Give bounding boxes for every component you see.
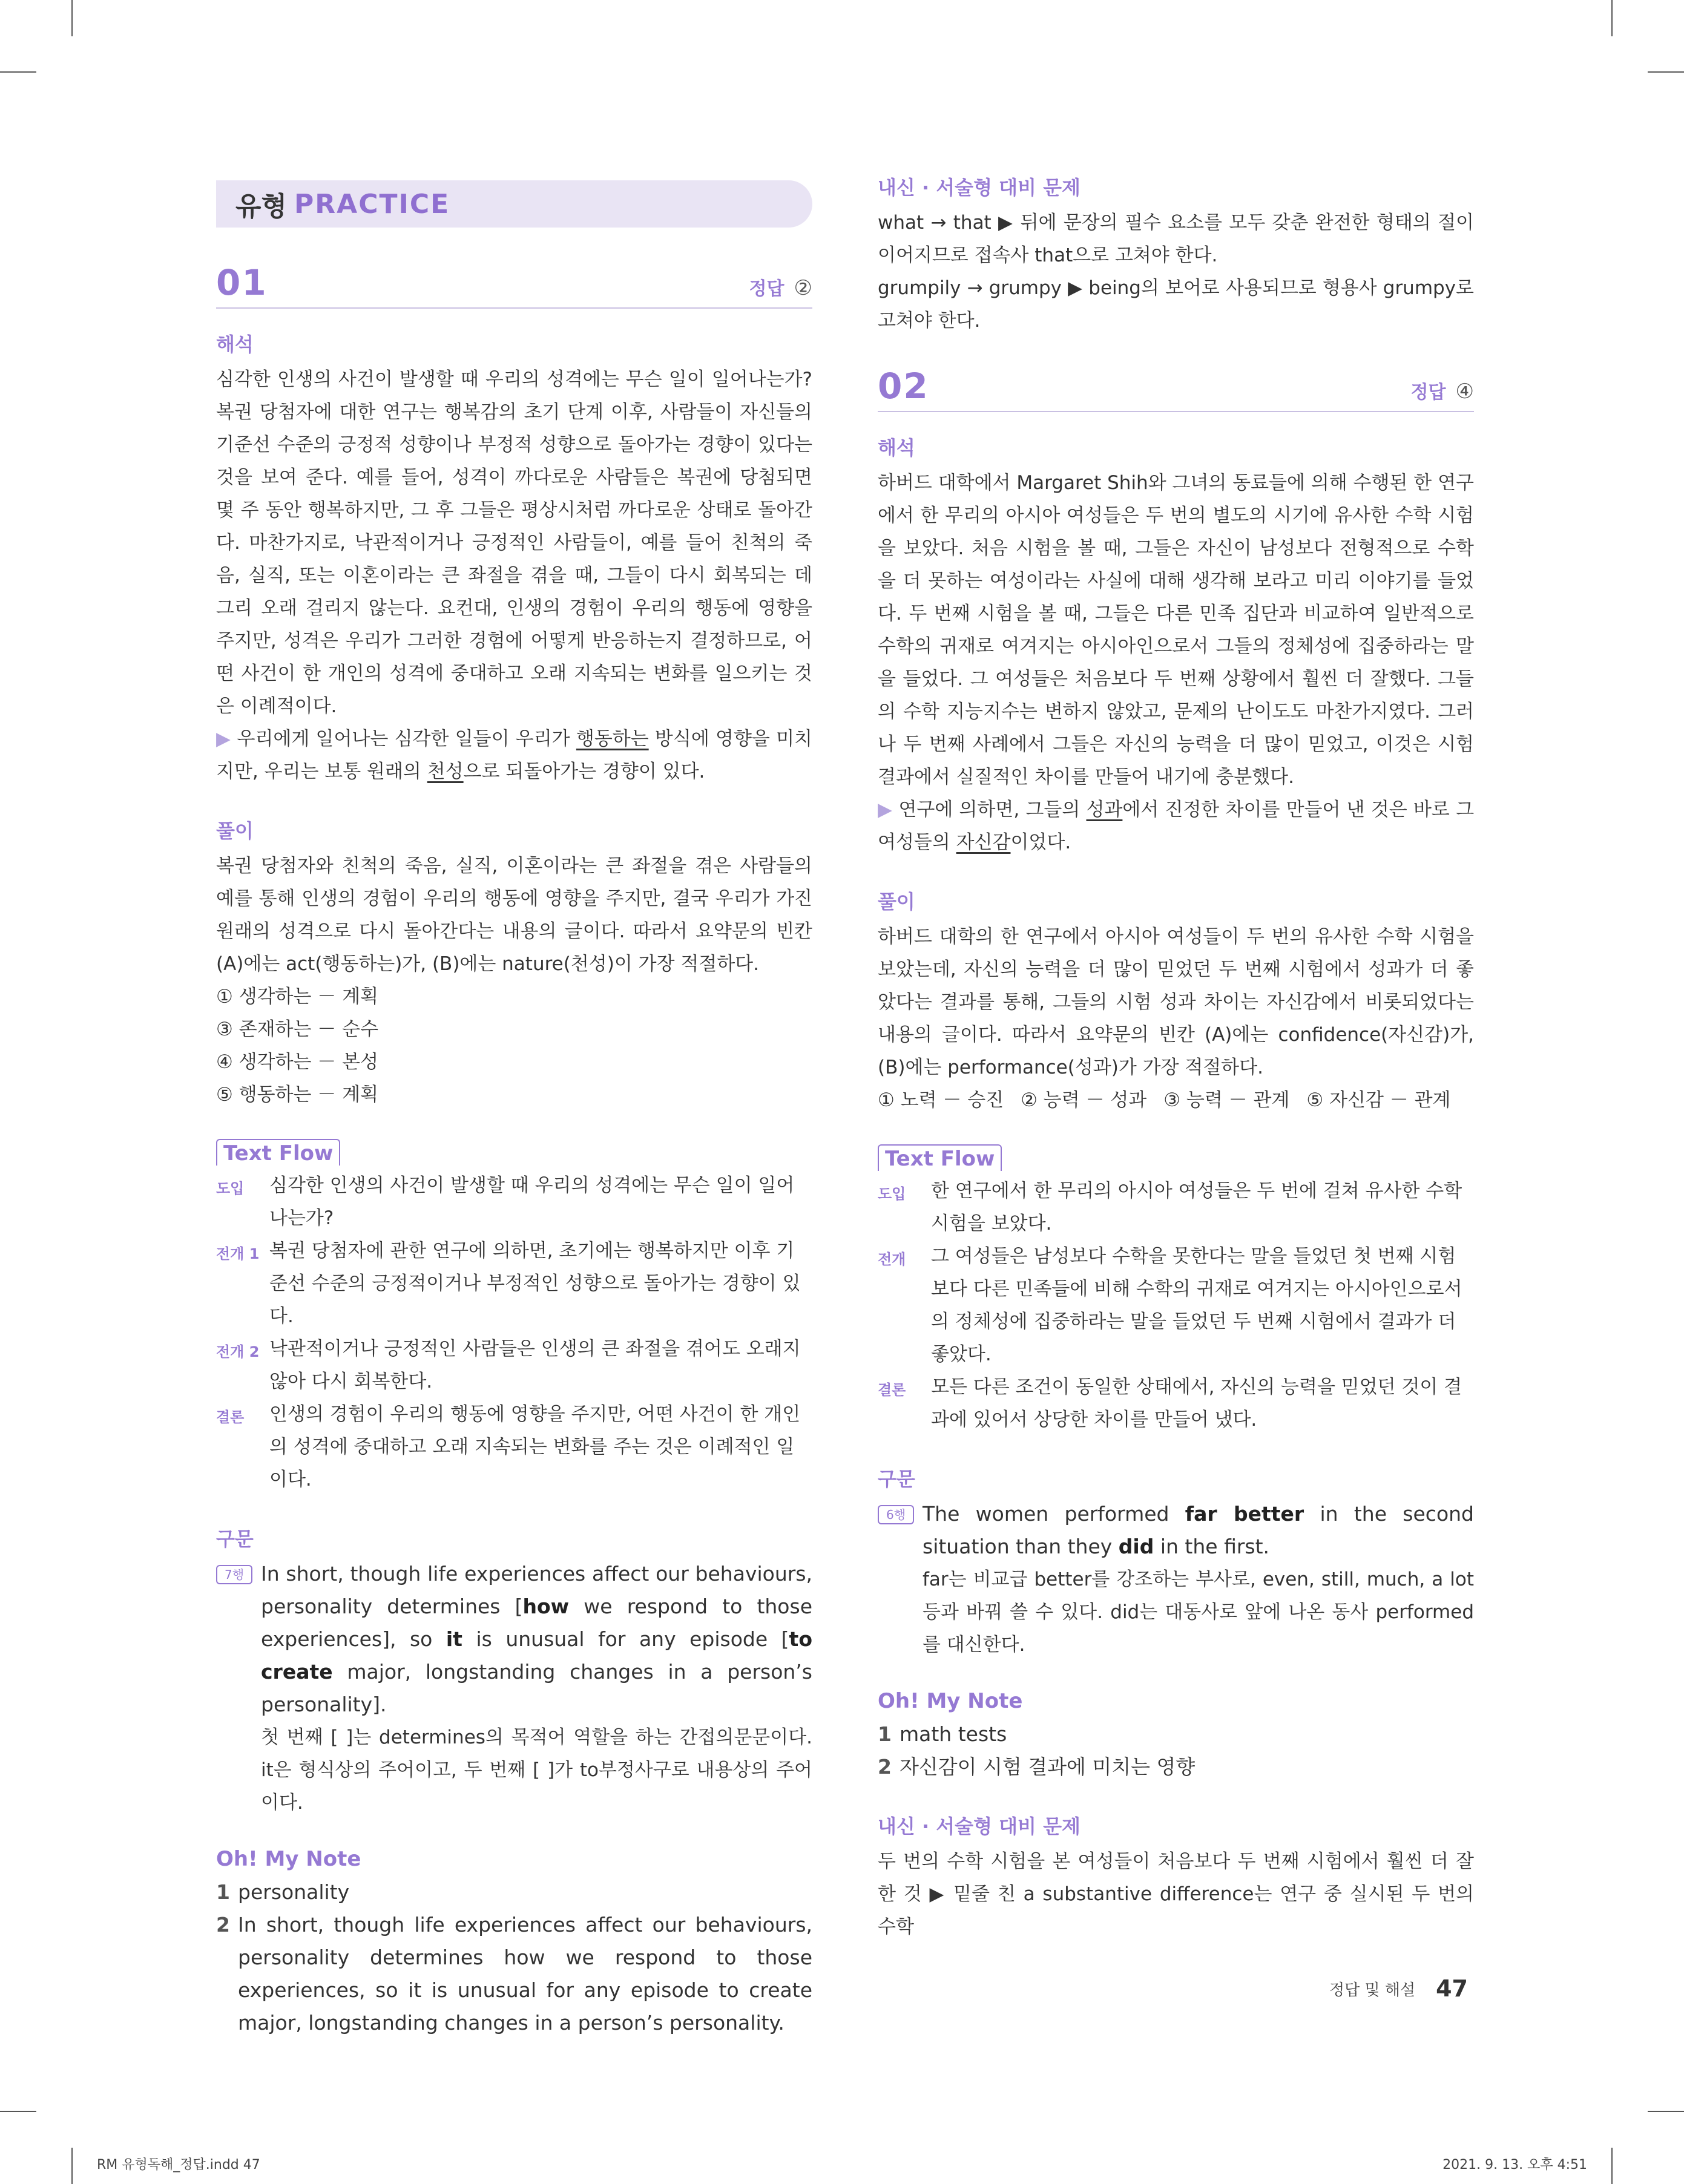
answer-value: ② [794,276,812,300]
text-flow-label: 도입 [878,1185,906,1202]
text-flow-label: 전개 2 [216,1343,260,1360]
right-column [878,172,1474,1943]
triangle-icon: ▶ [216,728,231,750]
option-item: ① 생각하는 － 계획 [216,986,379,1008]
summary-blank-b: 자신감 [956,831,1011,853]
text-flow-text: 모든 다른 조건이 동일한 상태에서, 자신의 능력을 믿었던 것이 결과에 있어서 상당한 차이를 만들어 냈다. [931,1376,1462,1431]
option-item: ① 노력 － 승진 [878,1089,1004,1111]
solution-text: 복권 당첨자와 친척의 죽음, 실직, 이혼이라는 큰 좌절을 겪은 사람들의 예를 통해 인생의 경험이 우리의 행동에 영향을 주지만, 결국 우리가 가진 원래의 성격으로 다시 돌아간다는 내용의 글이다. 따라서 요약문의 빈칸 (A)에는 act(행동하는)가, (B)에는 nature(천성)이 가장 적절하다. [216,855,812,975]
note-item [878,1718,1474,1751]
syntax-block [216,1558,812,1819]
syntax-bold: it [446,1627,462,1651]
option-item: ② 능력 － 성과 [1021,1089,1147,1111]
summary-part: 에서 진정한 차이를 만들어 낸 것은 바로 그 여성들의 [878,799,1475,853]
crop-mark [71,2148,73,2184]
summary-part: 으로 되돌아가는 경향이 있다. [463,761,705,782]
text-flow-item [216,1333,812,1398]
practice-header [216,180,812,228]
syntax-body [261,1558,812,1819]
text-flow-text: 심각한 인생의 사건이 발생할 때 우리의 성격에는 무슨 일이 일어나는가? [269,1175,795,1229]
syntax-part: The women performed [923,1502,1185,1526]
option-item: ④ 생각하는 － 본성 [216,1051,379,1073]
syntax-part: in the first. [1154,1535,1270,1558]
my-note-heading: Oh! My Note [216,1847,361,1871]
exam-prep-line: 두 번의 수학 시험을 본 여성들이 처음보다 두 번째 시험에서 훨씬 더 잘한 것 ▶ 밑줄 친 a substantive difference는 연구 중 실시된 두 번의 수학 [878,1851,1474,1938]
text-flow-text: 인생의 경험이 우리의 행동에 영향을 주지만, 어떤 사건이 한 개인의 성격에 중대하고 오래 지속되는 변화를 주는 것은 이례적인 일이다. [269,1403,801,1490]
text-flow-item [878,1371,1474,1436]
answer [1411,377,1474,404]
syntax-part: is unusual for any episode [ [462,1627,789,1651]
text-flow-title: Text Flow [878,1144,1002,1171]
syntax-part: major, longstanding changes in a person’s personality]. [261,1660,812,1716]
summary-blank-a: 행동하는 [576,728,649,750]
solution-text: 하버드 대학의 한 연구에서 아시아 여성들이 두 번의 유사한 수학 시험을 보았는데, 자신의 능력을 더 많이 믿었던 두 번째 시험에서 성과가 더 좋았다는 결과를 통해, 그들의 시험 성과 차이는 자신감에서 비롯되었다는 내용의 글이다. 따라서 요약문의 빈칸 (A)에는 confidence(자신감)가, (B)에는 performance(성과)가 가장 적절하다. [878,926,1474,1078]
syntax-bold: to create [261,1627,812,1684]
option-item: ③ 존재하는 － 순수 [216,1018,379,1040]
note-number: 1 [216,1880,230,1904]
question-header [216,262,812,309]
text-flow-item [216,1398,812,1496]
syntax-part: in the second situation than they [923,1502,1474,1558]
summary-blank-b: 천성 [427,761,464,782]
print-slug-date: 2021. 9. 13. 오후 4:51 [1442,2157,1587,2173]
syntax-bold: did [1118,1535,1154,1558]
note-number: 1 [878,1722,892,1746]
solution-heading: 풀이 [216,819,254,842]
summary-part: 방식에 영향을 미치지만, 우리는 보통 원래의 [216,728,813,782]
text-flow-label: 결론 [216,1409,245,1426]
text-flow-label: 전개 1 [216,1245,260,1262]
triangle-icon: ▶ [878,799,893,821]
syntax-note: 첫 번째 [ ]는 determines의 목적어 역할을 하는 간접의문문이다. it은 형식상의 주어이고, 두 번째 [ ]가 to부정사구로 내용상의 주어이다. [261,1727,812,1814]
summary-part: 이었다. [1010,831,1071,853]
option-item: ⑤ 자신감 － 관계 [1306,1089,1451,1111]
question-number: 01 [216,262,268,303]
note-number: 2 [878,1755,892,1779]
options-list [878,1084,1474,1117]
line-tag: 6행 [878,1505,914,1524]
summary-text [216,723,812,788]
note-number: 2 [216,1913,230,1936]
exam-prep-line: grumpily → grumpy ▶ being의 보어로 사용되므로 형용사 grumpy로 고쳐야 한다. [878,277,1474,332]
left-column [216,175,812,2039]
print-slug-file: RM 유형독해_정답.indd 47 [97,2157,260,2173]
line-tag: 7행 [216,1565,252,1584]
syntax-heading: 구문 [216,1527,254,1550]
note-item [216,1909,812,2039]
interpretation-heading: 해석 [878,436,915,459]
note-text: In short, though life experiences affect our behaviours, personality determines how we respond to those experiences, so it is unusual for any episode to create major, longstanding changes in a person’s personality. [238,1913,812,2035]
crop-mark [0,71,36,73]
exam-prep-line: what → that ▶ 뒤에 문장의 필수 요소를 모두 갖춘 완전한 형태의 절이 이어지므로 접속사 that으로 고쳐야 한다. [878,212,1474,266]
note-text: math tests [900,1722,1007,1746]
syntax-body [923,1498,1474,1661]
syntax-block [878,1498,1474,1661]
text-flow-label: 도입 [216,1180,245,1197]
syntax-bold: far better [1185,1502,1304,1526]
option-item: ③ 능력 － 관계 [1163,1089,1290,1111]
note-item [216,1876,812,1909]
answer-label: 정답 [749,278,784,300]
crop-mark [71,0,73,36]
text-flow-text: 한 연구에서 한 무리의 아시아 여성들은 두 번에 걸쳐 유사한 수학 시험을 보았다. [931,1180,1462,1235]
crop-mark [1611,2148,1613,2184]
summary-text [878,793,1474,859]
syntax-heading: 구문 [878,1467,915,1490]
text-flow-label: 결론 [878,1382,906,1399]
answer [749,274,812,300]
exam-prep-heading: 내신 · 서술형 대비 문제 [878,176,1080,199]
page-number: 47 [1436,1975,1468,2002]
my-note-heading: Oh! My Note [878,1689,1023,1713]
question-header [878,366,1474,412]
interpretation-text: 하버드 대학에서 Margaret Shih와 그녀의 동료들에 의해 수행된 한 연구에서 한 무리의 아시아 여성들은 두 번의 별도의 시기에 유사한 수학 시험을 보았다. 처음 시험을 볼 때, 그들은 자신이 남성보다 전형적으로 수학을 더 못하는 여성이라는 사실에 대해 생각해 보라고 미리 이야기를 들었다. 두 번째 시험을 볼 때, 그들은 다른 민족 집단과 비교하여 일반적으로 수학의 귀재로 여겨지는 아시아인으로서 그들의 정체성에 집중하라는 말을 들었다. 그 여성들은 처음보다 두 번째 상황에서 훨씬 더 잘했다. 그들의 수학 지능지수는 변하지 않았고, 문제의 난이도도 마찬가지였다. 그러나 두 번째 사례에서 그들은 자신의 능력을 더 많이 믿었고, 이것은 시험 결과에서 실질적인 차이를 만들어 내기에 충분했다. [878,472,1474,788]
text-flow-item [878,1175,1474,1240]
interpretation-heading: 해석 [216,333,254,356]
exam-prep-heading: 내신 · 서술형 대비 문제 [878,1815,1080,1838]
text-flow-item [878,1240,1474,1371]
crop-mark [1611,0,1613,36]
footer-label: 정답 및 해설 [1329,1981,1416,1999]
syntax-note: far는 비교급 better를 강조하는 부사로, even, still, much, a lot 등과 바꿔 쓸 수 있다. did는 대동사로 앞에 나온 동사 performed를 대신한다. [923,1569,1474,1656]
summary-part: 연구에 의하면, 그들의 [898,799,1087,821]
note-text: 자신감이 시험 결과에 미치는 영향 [900,1755,1196,1779]
answer-value: ④ [1455,379,1474,404]
crop-mark [0,2111,36,2112]
page-footer [1329,1975,1468,2002]
interpretation-text: 심각한 인생의 사건이 발생할 때 우리의 성격에는 무슨 일이 일어나는가? 복권 당첨자에 대한 연구는 행복감의 초기 단계 이후, 사람들이 자신들의 기준선 수준의 긍정적 성향이나 부정적 성향으로 돌아가는 경향이 있다는 것을 보여 준다. 예를 들어, 성격이 까다로운 사람들은 복권에 당첨되면 몇 주 동안 행복하지만, 그 후 그들은 평상시처럼 까다로운 상태로 돌아간다. 마찬가지로, 낙관적이거나 긍정적인 사람들이, 예를 들어 친척의 죽음, 실직, 또는 이혼이라는 큰 좌절을 겪을 때, 그들이 다시 회복되는 데 그리 오래 걸리지 않는다. 요컨대, 인생의 경험이 우리의 행동에 영향을 주지만, 성격은 우리가 그러한 경험에 어떻게 반응하는지 결정하므로, 어떤 사건이 한 개인의 성격에 중대하고 오래 지속되는 변화를 일으키는 것은 이례적이다. [216,369,812,717]
syntax-bold: how [522,1595,570,1618]
crop-mark [1648,2111,1684,2112]
text-flow-title: Text Flow [216,1139,340,1166]
text-flow-text: 낙관적이거나 긍정적인 사람들은 인생의 큰 좌절을 겪어도 오래지 않아 다시 회복한다. [269,1338,801,1392]
practice-english: PRACTICE [294,188,450,220]
text-flow-item [216,1235,812,1333]
question-number: 02 [878,366,929,407]
crop-mark [1648,71,1684,73]
text-flow-text: 그 여성들은 남성보다 수학을 못한다는 말을 들었던 첫 번째 시험보다 다른 민족들에 비해 수학의 귀재로 여겨지는 아시아인으로서의 정체성에 집중하라는 말을 들었던 두 번째 시험에서 결과가 더 좋았다. [931,1245,1462,1365]
solution-heading: 풀이 [878,890,915,913]
options-list [216,980,812,1111]
note-text: personality [238,1880,350,1904]
summary-blank-a: 성과 [1086,799,1123,821]
option-item: ⑤ 행동하는 － 계획 [216,1084,379,1106]
text-flow-text: 복권 당첨자에 관한 연구에 의하면, 초기에는 행복하지만 이후 기준선 수준의 긍정적이거나 부정적인 성향으로 돌아가는 경향이 있다. [269,1240,801,1327]
syntax-part: In short, though life experiences affect our behaviours, personality determines [ [261,1562,812,1618]
text-flow-item [216,1169,812,1235]
summary-part: 우리에게 일어나는 심각한 일들이 우리가 [237,728,576,750]
note-item [878,1751,1474,1783]
practice-korean: 유형 [235,191,288,222]
answer-label: 정답 [1410,382,1446,403]
syntax-part: we respond to those experiences], so [261,1595,812,1651]
text-flow-label: 전개 [878,1251,906,1268]
